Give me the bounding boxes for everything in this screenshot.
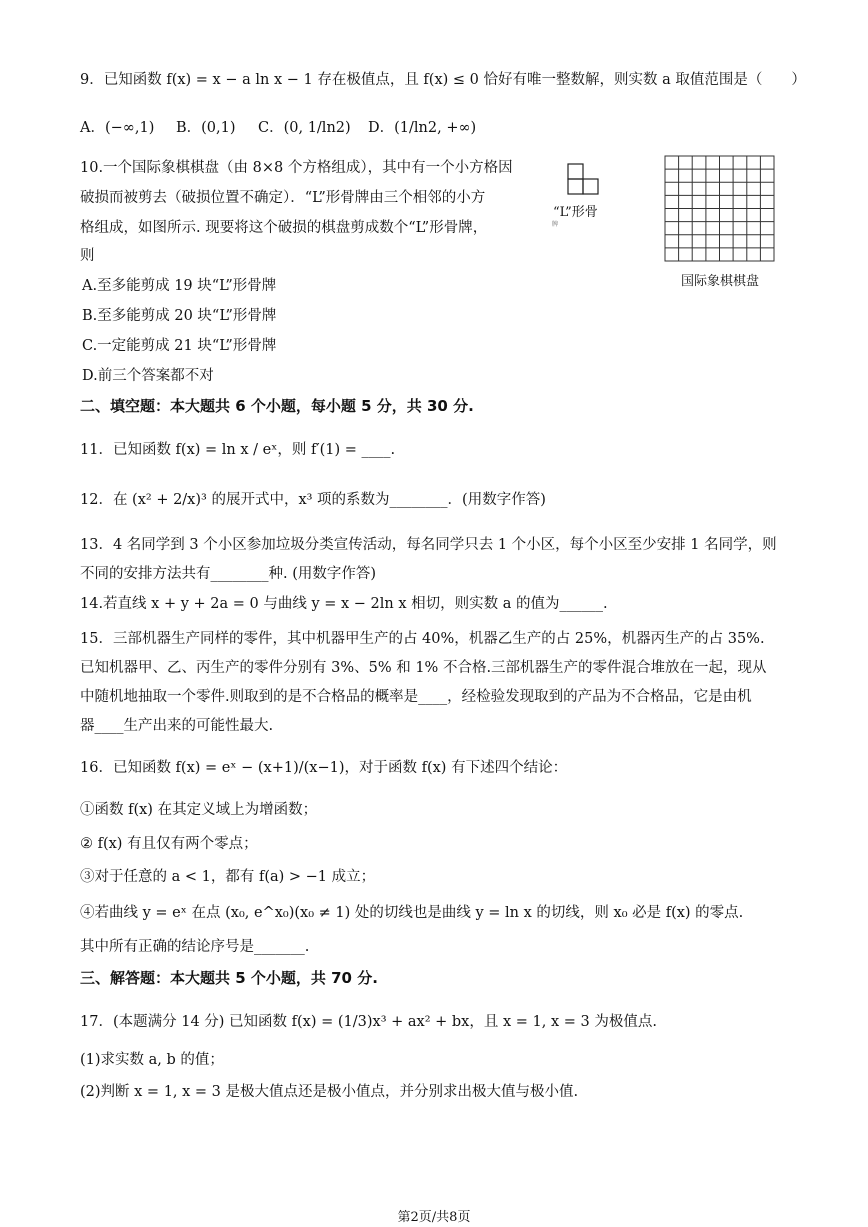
q13-line-1: 13．4 名同学到 3 个小区参加垃圾分类宣传活动，每名同学只去 1 个小区，每个小区至少安排 1 名同学，则 (80, 537, 777, 553)
q9-option-d: D．(1/ln2, +∞) (368, 120, 477, 136)
q10-option-d: D.前三个答案都不对 (82, 368, 214, 384)
q9-option-c: C．(0, 1/ln2) (258, 120, 351, 136)
q16-item-2: ② f(x) 有且仅有两个零点； (80, 836, 258, 852)
q17-part-1: (1)求实数 a, b 的值； (80, 1052, 224, 1068)
q16-stem: 16．已知函数 f(x) = eˣ − (x+1)/(x−1)，对于函数 f(x) 有下述四个结论： (80, 760, 568, 776)
q12: 12．在 (x² + 2/x)³ 的展开式中，x³ 项的系数为________．(用数字作答) (80, 492, 546, 508)
q9-option-a: A．(−∞,1) (80, 120, 155, 136)
chessboard-grid (664, 155, 776, 263)
q10-line-1: 10.一个国际象棋棋盘（由 8×8 个方格组成），其中有一个小方格因 (80, 160, 513, 176)
q17-part-2: (2)判断 x = 1, x = 3 是极大值点还是极小值点，并分别求出极大值与极小值. (80, 1084, 579, 1100)
q10-line-4: 则 (80, 248, 95, 264)
q15-line-3: 中随机地抽取一个零件.则取到的是不合格品的概率是____，经检验发现取到的产品为不合格品，它是由机 (80, 689, 752, 705)
q11: 11．已知函数 f(x) = ln x / eˣ，则 f′(1) = ____. (80, 442, 396, 458)
q14: 14.若直线 x + y + 2a = 0 与曲线 y = x − 2ln x 相切，则实数 a 的值为______. (80, 596, 608, 612)
l-tile-figure (567, 163, 601, 197)
q16-tail: 其中所有正确的结论序号是_______. (80, 939, 310, 955)
q15-line-1: 15．三部机器生产同样的零件，其中机器甲生产的占 40%，机器乙生产的占 25%，机器丙生产的占 35%. (80, 631, 765, 647)
l-tile-label-2: 牌 (552, 221, 559, 228)
q15-line-4: 器____生产出来的可能性最大. (80, 718, 274, 734)
q9-option-b: B．(0,1) (176, 120, 236, 136)
section-3-heading: 三、解答题：本大题共 5 个小题，共 70 分. (80, 969, 378, 987)
q16-item-4: ④若曲线 y = eˣ 在点 (x₀, e^x₀)(x₀ ≠ 1) 处的切线也是曲线 y = ln x 的切线，则 x₀ 必是 f(x) 的零点. (80, 905, 744, 921)
q16-item-3: ③对于任意的 a < 1，都有 f(a) > −1 成立； (80, 869, 376, 885)
q10-option-a: A.至多能剪成 19 块“L”形骨牌 (82, 278, 277, 294)
chessboard-caption: 国际象棋棋盘 (681, 274, 760, 289)
section-2-heading: 二、填空题：本大题共 6 个小题，每小题 5 分，共 30 分. (80, 397, 474, 415)
q16-item-1: ①函数 f(x) 在其定义域上为增函数； (80, 802, 318, 818)
q15-line-2: 已知机器甲、乙、丙生产的零件分别有 3%、5% 和 1% 不合格.三部机器生产的零件混合堆放在一起，现从 (80, 660, 767, 676)
q10-option-c: C.一定能剪成 21 块“L”形骨牌 (82, 338, 277, 354)
q10-line-3: 格组成，如图所示. 现要将这个破损的棋盘剪成数个“L”形骨牌， (80, 220, 488, 236)
page-footer: 第2页/共8页 (397, 1210, 471, 1225)
q10-line-2: 破损而被剪去（破损位置不确定）．“L”形骨牌由三个相邻的小方 (80, 190, 486, 206)
l-tile-label: “L”形骨 (553, 205, 598, 220)
q13-line-2: 不同的安排方法共有________种. (用数字作答) (80, 566, 377, 582)
q17-stem: 17．(本题满分 14 分) 已知函数 f(x) = (1/3)x³ + ax² + bx，且 x = 1, x = 3 为极值点. (80, 1014, 657, 1030)
q9-stem: 9．已知函数 f(x) = x − a ln x − 1 存在极值点，且 f(x) ≤ 0 恰好有唯一整数解，则实数 a 取值范围是（ ） (80, 72, 806, 88)
q10-option-b: B.至多能剪成 20 块“L”形骨牌 (82, 308, 277, 324)
